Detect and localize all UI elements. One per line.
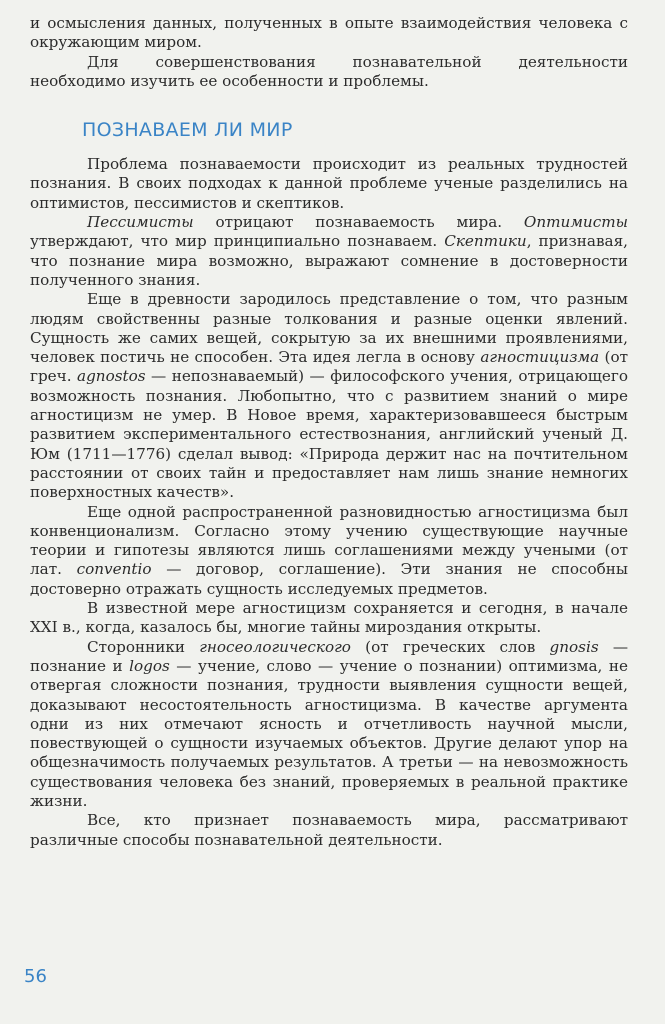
paragraph-today: В известной мере агностицизм сохраняется и сегодня, в начале XXI в., когда, казалось бы, многие тайны мироздания открыты. (30, 599, 628, 637)
paragraph-positions: Пессимисты отрицают познаваемость мира. Оптимисты утверждают, что мир принципиально познаваем. Скептики, признавая, что познание мира возможно, выражают сомнение в достоверности полученного знания. (30, 213, 628, 289)
paragraph-conventionalism: Еще одной распространенной разновидностью агностицизма был конвенционализм. Согласно этому учению существующие научные теории и гипотезы являются лишь соглашениями между учеными (от лат. conventio — договор, соглашение). Эти знания не способны достоверно отражать сущность исследуемых предметов. (30, 502, 629, 598)
section-heading: ПОЗНАВАЕМ ЛИ МИР (82, 119, 293, 142)
term-gnoseological: гносеологического (199, 637, 351, 656)
page-number: 56 (24, 966, 47, 987)
paragraph-conclusion: Все, кто признает познаваемость мира, рассматривают различные способы познавательной деятельности. (30, 811, 628, 849)
page-content (30, 14, 628, 850)
paragraph-agnosticism: Еще в древности зародилось представление о том, что разным людям свойственны разные толкования и разные оценки явлений. Сущность же самих вещей, сокрытую за их внешними проявлениями, человек постичь не способен. Эта идея легла в основу агностицизма (от греч. agnostos — непознаваемый) — философского учения, отрицающего возможность познания. Любопытно, что с развитием знаний о мире агностицизм не умер. В Новое время, характеризовавшееся быстрым развитием экспериментального естествознания, английский ученый Д. Юм (1711—1776) сделал вывод: «Природа держит нас на почтительном расстоянии от своих тайн и предоставляет нам лишь знание немногих поверхностных качеств». (30, 290, 628, 502)
paragraph-problem: Проблема познаваемости происходит из реальных трудностей познания. В своих подходах к данной проблеме ученые разделились на оптимистов, пессимистов и скептиков. (30, 155, 628, 212)
term-pessimists: Пессимисты (87, 213, 194, 232)
term-agnosticism: агностицизма (480, 348, 600, 367)
term-gnosis: gnosis (549, 637, 599, 656)
term-logos: logos (129, 656, 170, 675)
intro-paragraph-continued: и осмысления данных, полученных в опыте взаимодействия человека с окружающим миром. (30, 14, 628, 52)
term-agnostos: agnostos (77, 367, 146, 386)
term-skeptics: Скептики (444, 232, 527, 251)
paragraph-gnoseological-optimism: Сторонники гносеологического (от греческих слов gnosis — познание и logos — учение, слово — учение о познании) оптимизма, не отвергая сложности познания, трудности выявления сущности вещей, доказывают несостоятельность агностицизма. В качестве аргумента одни из них отмечают ясность и отчетливость научной мысли, повествующей о сущности изучаемых объектов. Другие делают упор на общезначимость получаемых результатов. А третьи — на невозможность существования человека без знаний, проверяемых в реальной практике жизни. (30, 637, 629, 810)
term-optimists: Оптимисты (523, 213, 628, 232)
intro-paragraph: Для совершенствования познавательной деятельности необходимо изучить ее особенности и проблемы. (30, 52, 628, 90)
term-conventio: conventio (76, 560, 152, 579)
